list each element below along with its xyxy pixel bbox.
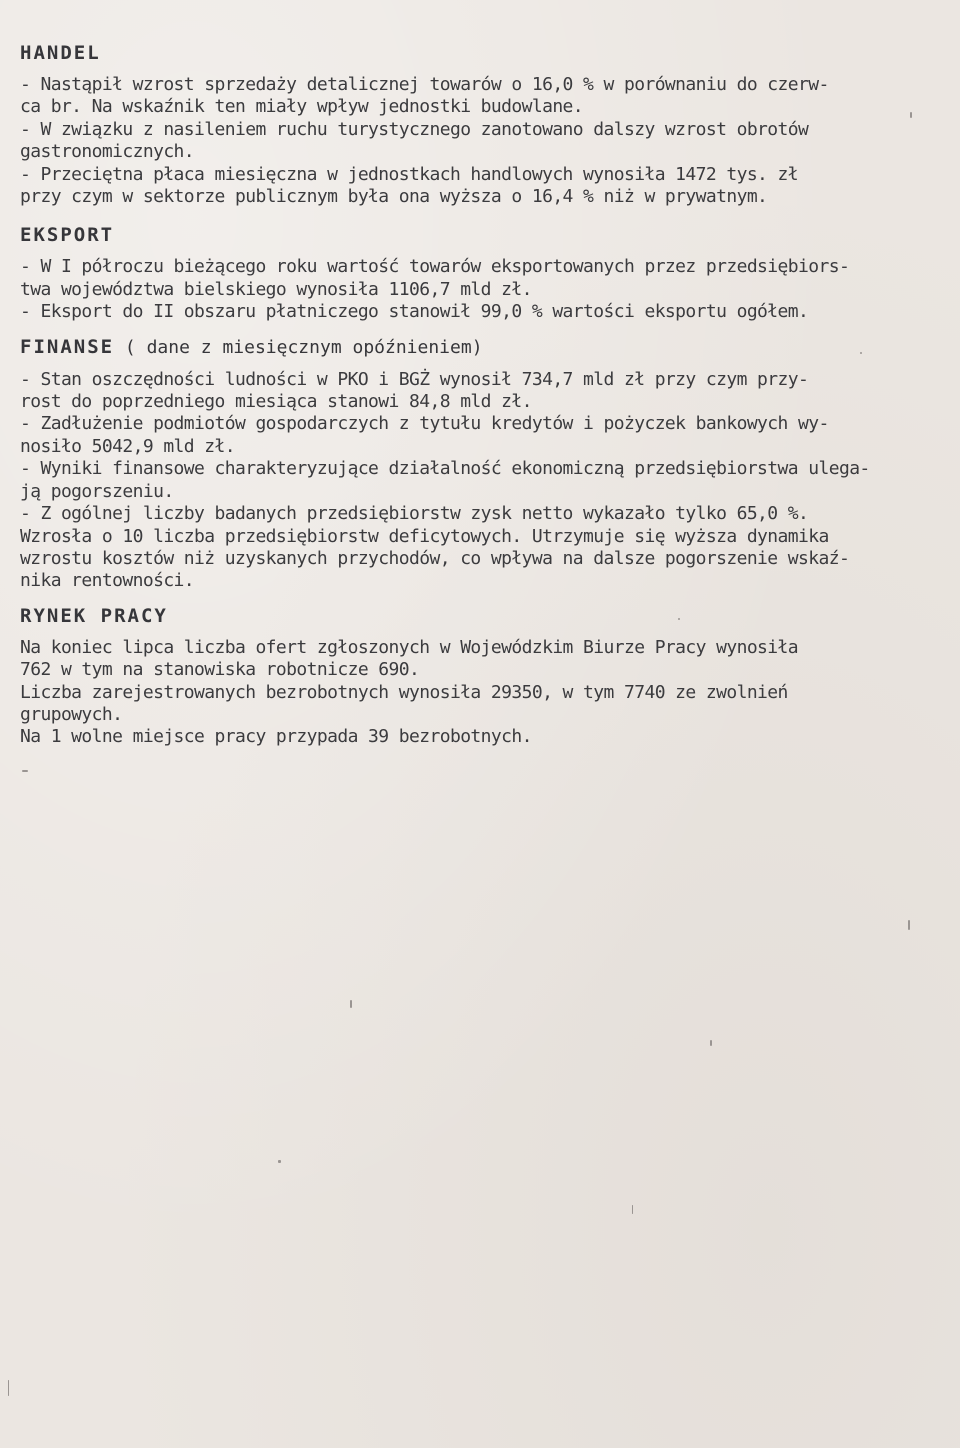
text-line: Liczba zarejestrowanych bezrobotnych wynosiła 29350, w tym 7740 ze zwolnień <box>20 681 788 703</box>
section-subtitle-finanse: ( dane z miesięcznym opóźnieniem) <box>114 336 483 358</box>
text-line: - Nastąpił wzrost sprzedaży detalicznej towarów o 16,0 % w porównaniu do czerw- <box>20 74 829 95</box>
section-rynek-pracy <box>20 605 920 749</box>
text-line: wzrostu kosztów niż uzyskanych przychodów, co wpływa na dalsze pogorszenie wskaź- <box>20 547 850 569</box>
section-title-finanse-label: FINANSE <box>20 335 115 358</box>
text-line: - Przeciętna płaca miesięczna w jednostkach handlowych wynosiła 1472 tys. zł <box>20 163 799 185</box>
section-title-handel: HANDEL <box>20 42 101 64</box>
text-line: Wzrosła o 10 liczba przedsiębiorstw deficytowych. Utrzymuje się wyższa dynamika <box>20 525 829 547</box>
text-line: rost do poprzedniego miesiąca stanowi 84,8 mld zł. <box>20 391 532 413</box>
text-line: Na 1 wolne miejsce pracy przypada 39 bezrobotnych. <box>20 726 532 748</box>
scan-speck <box>8 1380 9 1396</box>
scan-speck <box>22 770 28 772</box>
text-line: grupowych. <box>20 703 123 725</box>
scan-speck <box>278 1160 281 1163</box>
text-line: 762 w tym na stanowiska robotnicze 690. <box>20 659 420 681</box>
text-line: Na koniec lipca liczba ofert zgłoszonych w Wojewódzkim Biurze Pracy wynosiła <box>20 636 799 658</box>
section-handel <box>20 42 920 208</box>
text-line: gastronomicznych. <box>20 141 195 163</box>
report-body <box>20 42 920 749</box>
scan-speck <box>710 1040 712 1046</box>
text-line: - Stan oszczędności ludności w PKO i BGŻ wynosił 734,7 mld zł przy czym przy- <box>20 368 809 390</box>
text-line: ją pogorszeniu. <box>20 480 174 502</box>
section-title-finanse <box>20 336 920 359</box>
text-line: nika rentowności. <box>20 570 195 592</box>
section-title-rynek-pracy: RYNEK PRACY <box>20 604 168 627</box>
text-line: przy czym w sektorze publicznym była ona wyższa o 16,4 % niż w prywatnym. <box>20 186 768 208</box>
scan-speck <box>678 618 680 620</box>
text-line: nosiło 5042,9 mld zł. <box>20 435 235 457</box>
section-eksport <box>20 224 920 323</box>
text-line: twa województwa bielskiego wynosiła 1106,7 mld zł. <box>20 278 532 300</box>
text-line: ca br. Na wskaźnik ten miały wpływ jednostki budowlane. <box>20 96 584 118</box>
text-line: - W związku z nasileniem ruchu turystycznego zanotowano dalszy wzrost obrotów <box>20 118 809 140</box>
scan-speck <box>632 1205 633 1214</box>
scan-speck <box>350 1000 352 1008</box>
section-title-eksport: EKSPORT <box>20 224 115 247</box>
scan-speck <box>908 920 910 930</box>
text-line: - Zadłużenie podmiotów gospodarczych z tytułu kredytów i pożyczek bankowych wy- <box>20 413 829 435</box>
scan-speck <box>910 112 912 118</box>
text-line: - Z ogólnej liczby badanych przedsiębiorstw zysk netto wykazało tylko 65,0 %. <box>20 503 809 525</box>
text-line: - Wyniki finansowe charakteryzujące działalność ekonomiczną przedsiębiorstwa ulega- <box>20 458 870 480</box>
section-finanse <box>20 336 920 593</box>
scan-speck <box>860 352 862 354</box>
text-line: - W I półroczu bieżącego roku wartość towarów eksportowanych przez przedsiębiors- <box>20 256 850 278</box>
text-line: - Eksport do II obszaru płatniczego stanowił 99,0 % wartości eksportu ogółem. <box>20 301 809 323</box>
